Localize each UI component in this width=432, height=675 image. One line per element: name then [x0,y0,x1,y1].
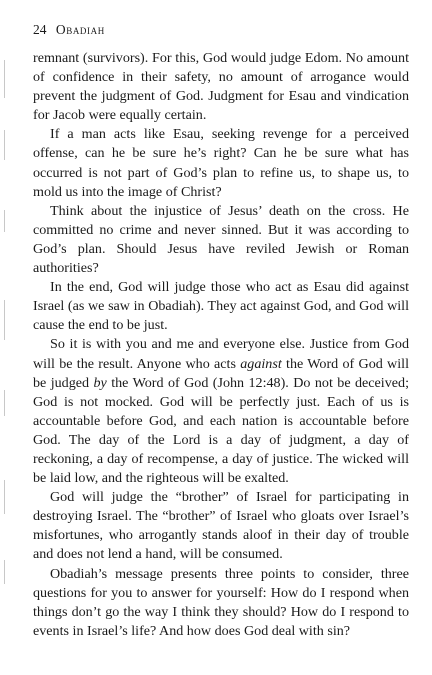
emphasis-text: against [240,355,282,372]
text-run: remnant (survivors). For this, God would judge Edom. No amount of confidence in their safety, no amount of arrogance would prevent the judgment of God. Judgment for Esau and vindication for Jacob were equally certain. [33,50,409,124]
text-run: the Word of God will be judged [33,355,409,391]
paragraph [33,335,409,488]
book-title: Obadiah [55,22,105,37]
text-run: If a man acts like Esau, seeking revenge for a perceived offense, can he be sure he’s right? Can he be sure what has occurred is not part of God’s plan to refine us, to shape us, to mold us into the image of Christ? [33,126,409,200]
paragraph [33,202,409,278]
text-run: God will judge the “brother” of Israel for participating in destroying Israel. The “brother” of Israel who gloats over Israel’s misfortunes, who arrogantly stands aloof in their day of trouble and does not lend a hand, will be consumed. [33,489,409,563]
page-edge-marks [4,60,6,620]
paragraph [33,125,409,201]
paragraph [33,488,409,564]
paragraph [33,278,409,335]
text-run: the Word of God (John 12:48). Do not be deceived; God is not mocked. God will be perfectly just. Each of us is accountable before God, and each nation is accountable before God. The day of the Lord is a day of judgment, a day of reckoning, a day of recompense, a day of justice. The wicked will be laid low, and the righteous will be exalted. [33,374,409,487]
body-text [33,49,409,641]
text-run: Think about the injustice of Jesus’ death on the cross. He committed no crime and never sinned. But it was according to God’s plan. Should Jesus have reviled Jewish or Roman authorities? [33,202,409,277]
paragraph [33,49,409,125]
text-run: Obadiah’s message presents three points to consider, three questions for you to answer for yourself: How do I respond when things don’t go the way I think they should? How do I respond to events in Israel’s life? And how does God deal with sin? [33,565,409,639]
page-number: 24 [33,22,47,37]
running-head [33,22,409,38]
emphasis-text: by [93,374,107,391]
text-run: So it is with you and me and everyone else. Justice from God will be the result. Anyone who acts [33,336,409,372]
paragraph [33,565,409,641]
page-content [33,22,409,641]
text-run: In the end, God will judge those who act as Esau did against Israel (as we saw in Obadiah). They act against God, and God will cause the end to be just. [33,279,409,334]
